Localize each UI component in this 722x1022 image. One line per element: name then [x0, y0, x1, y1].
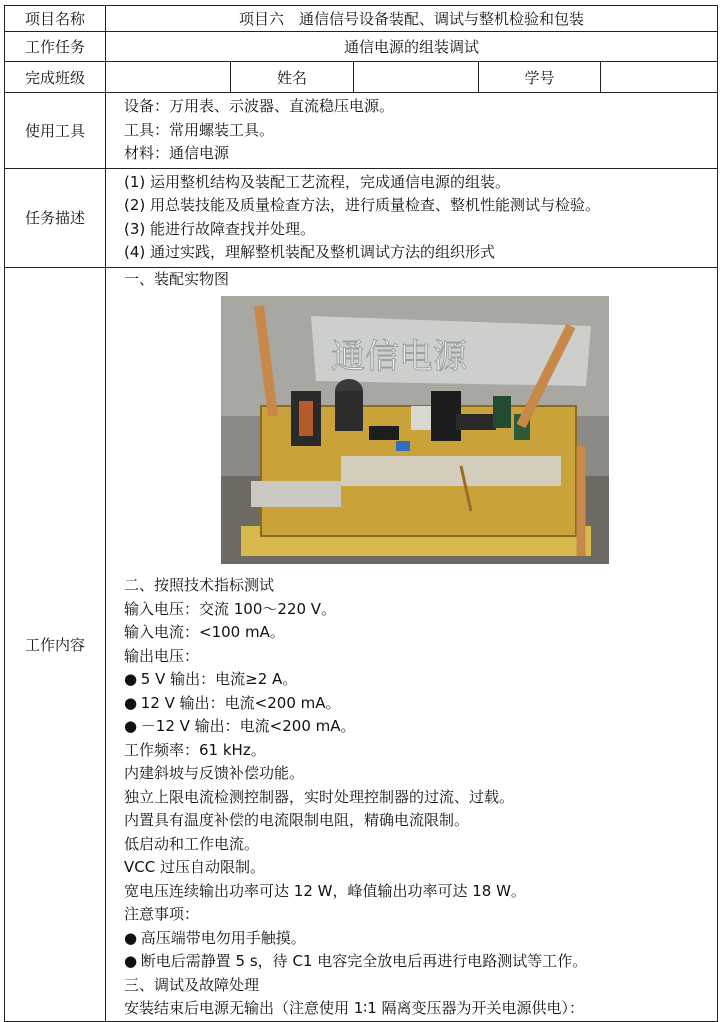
spec-line: 输入电压：交流 100～220 V。 — [124, 599, 337, 618]
project-name-value: 项目六 通信信号设备装配、调试与整机检验和包装 — [106, 6, 718, 32]
work-label: 工作内容 — [5, 267, 106, 1021]
task-desc-line: (3) 能进行故障查找并处理。 — [124, 219, 316, 238]
assembly-photo — [221, 296, 609, 564]
spec-line: VCC 过压自动限制。 — [124, 858, 265, 876]
output-bullet-item — [124, 715, 717, 739]
task-value: 通信电源的组装调试 — [106, 32, 718, 62]
tools-line-materials: 材料：通信电源 — [124, 144, 230, 162]
row-task — [5, 32, 718, 62]
note-text: 高压端带电勿用手触摸。 — [140, 928, 306, 947]
id-value-cell[interactable] — [601, 62, 718, 93]
task-desc-line: (4) 通过实践，理解整机装配及整机调试方法的组织形式 — [124, 243, 496, 261]
task-sheet-table — [4, 5, 718, 1022]
task-desc-line: (2) 用总装技能及质量检查方法，进行质量检查、整机性能测试与检验。 — [124, 196, 601, 214]
output-bullet-text: －12 V 输出：电流<200 mA。 — [140, 717, 356, 735]
name-value-cell[interactable] — [354, 62, 479, 93]
class-value-cell[interactable] — [106, 62, 231, 93]
name-label: 姓名 — [231, 62, 354, 93]
row-task-desc — [5, 168, 718, 267]
photo-sign-text: 通信电源 — [331, 337, 467, 377]
spec-line: 工作频率：61 kHz。 — [124, 740, 266, 759]
section-assembly-photo-heading: 一、装配实物图 — [124, 269, 230, 288]
bullet-icon: ● — [124, 717, 138, 735]
tools-content — [106, 93, 718, 169]
tools-line-equipment: 设备：万用表、示波器、直流稳压电源。 — [124, 97, 395, 115]
section-tech-spec-heading: 二、按照技术指标测试 — [124, 576, 275, 594]
spec-line: 独立上限电流检测控制器，实时处理控制器的过流、过载。 — [124, 787, 515, 806]
output-bullet-item — [124, 668, 717, 692]
task-label: 工作任务 — [5, 32, 106, 62]
note-bullet-item — [124, 927, 717, 951]
bullet-icon: ● — [124, 928, 138, 947]
section-debug-heading: 三、调试及故障处理 — [124, 975, 260, 994]
task-desc-label: 任务描述 — [5, 168, 106, 267]
spec-line: 低启动和工作电流。 — [124, 834, 260, 853]
task-desc-line: (1) 运用整机结构及装配工艺流程，完成通信电源的组装。 — [124, 172, 511, 191]
row-class-info — [5, 62, 718, 93]
notes-heading: 注意事项： — [124, 905, 200, 923]
output-bullet-text: 12 V 输出：电流<200 mA。 — [140, 693, 341, 712]
row-project-name — [5, 6, 718, 32]
debug-line: 安装结束后电源无输出（注意使用 1∶1 隔离变压器为开关电源供电）： — [124, 999, 585, 1017]
spec-line: 输入电流：<100 mA。 — [124, 623, 285, 641]
tools-label: 使用工具 — [5, 93, 106, 169]
id-label: 学号 — [479, 62, 601, 93]
bullet-icon: ● — [124, 952, 138, 970]
bullet-icon: ● — [124, 670, 138, 688]
note-text: 断电后需静置 5 s，待 C1 电容完全放电后再进行电路测试等工作。 — [140, 952, 588, 970]
output-bullet-text: 5 V 输出：电流≥2 A。 — [140, 670, 298, 688]
note-bullet-item — [124, 950, 717, 974]
row-tools — [5, 93, 718, 169]
tools-line-tools: 工具：常用螺装工具。 — [124, 120, 275, 139]
spec-line: 输出电压： — [124, 646, 200, 665]
row-work — [5, 267, 718, 1021]
output-bullet-item — [124, 692, 717, 716]
spec-line: 内建斜坡与反馈补偿功能。 — [124, 764, 305, 782]
project-name-label: 项目名称 — [5, 6, 106, 32]
class-label: 完成班级 — [5, 62, 106, 93]
spec-line: 内置具有温度补偿的电流限制电阻，精确电流限制。 — [124, 811, 470, 829]
spec-line: 宽电压连续输出功率可达 12 W，峰值输出功率可达 18 W。 — [124, 881, 526, 900]
bullet-icon: ● — [124, 693, 138, 712]
task-desc-content — [106, 168, 718, 267]
work-content — [106, 267, 718, 1021]
